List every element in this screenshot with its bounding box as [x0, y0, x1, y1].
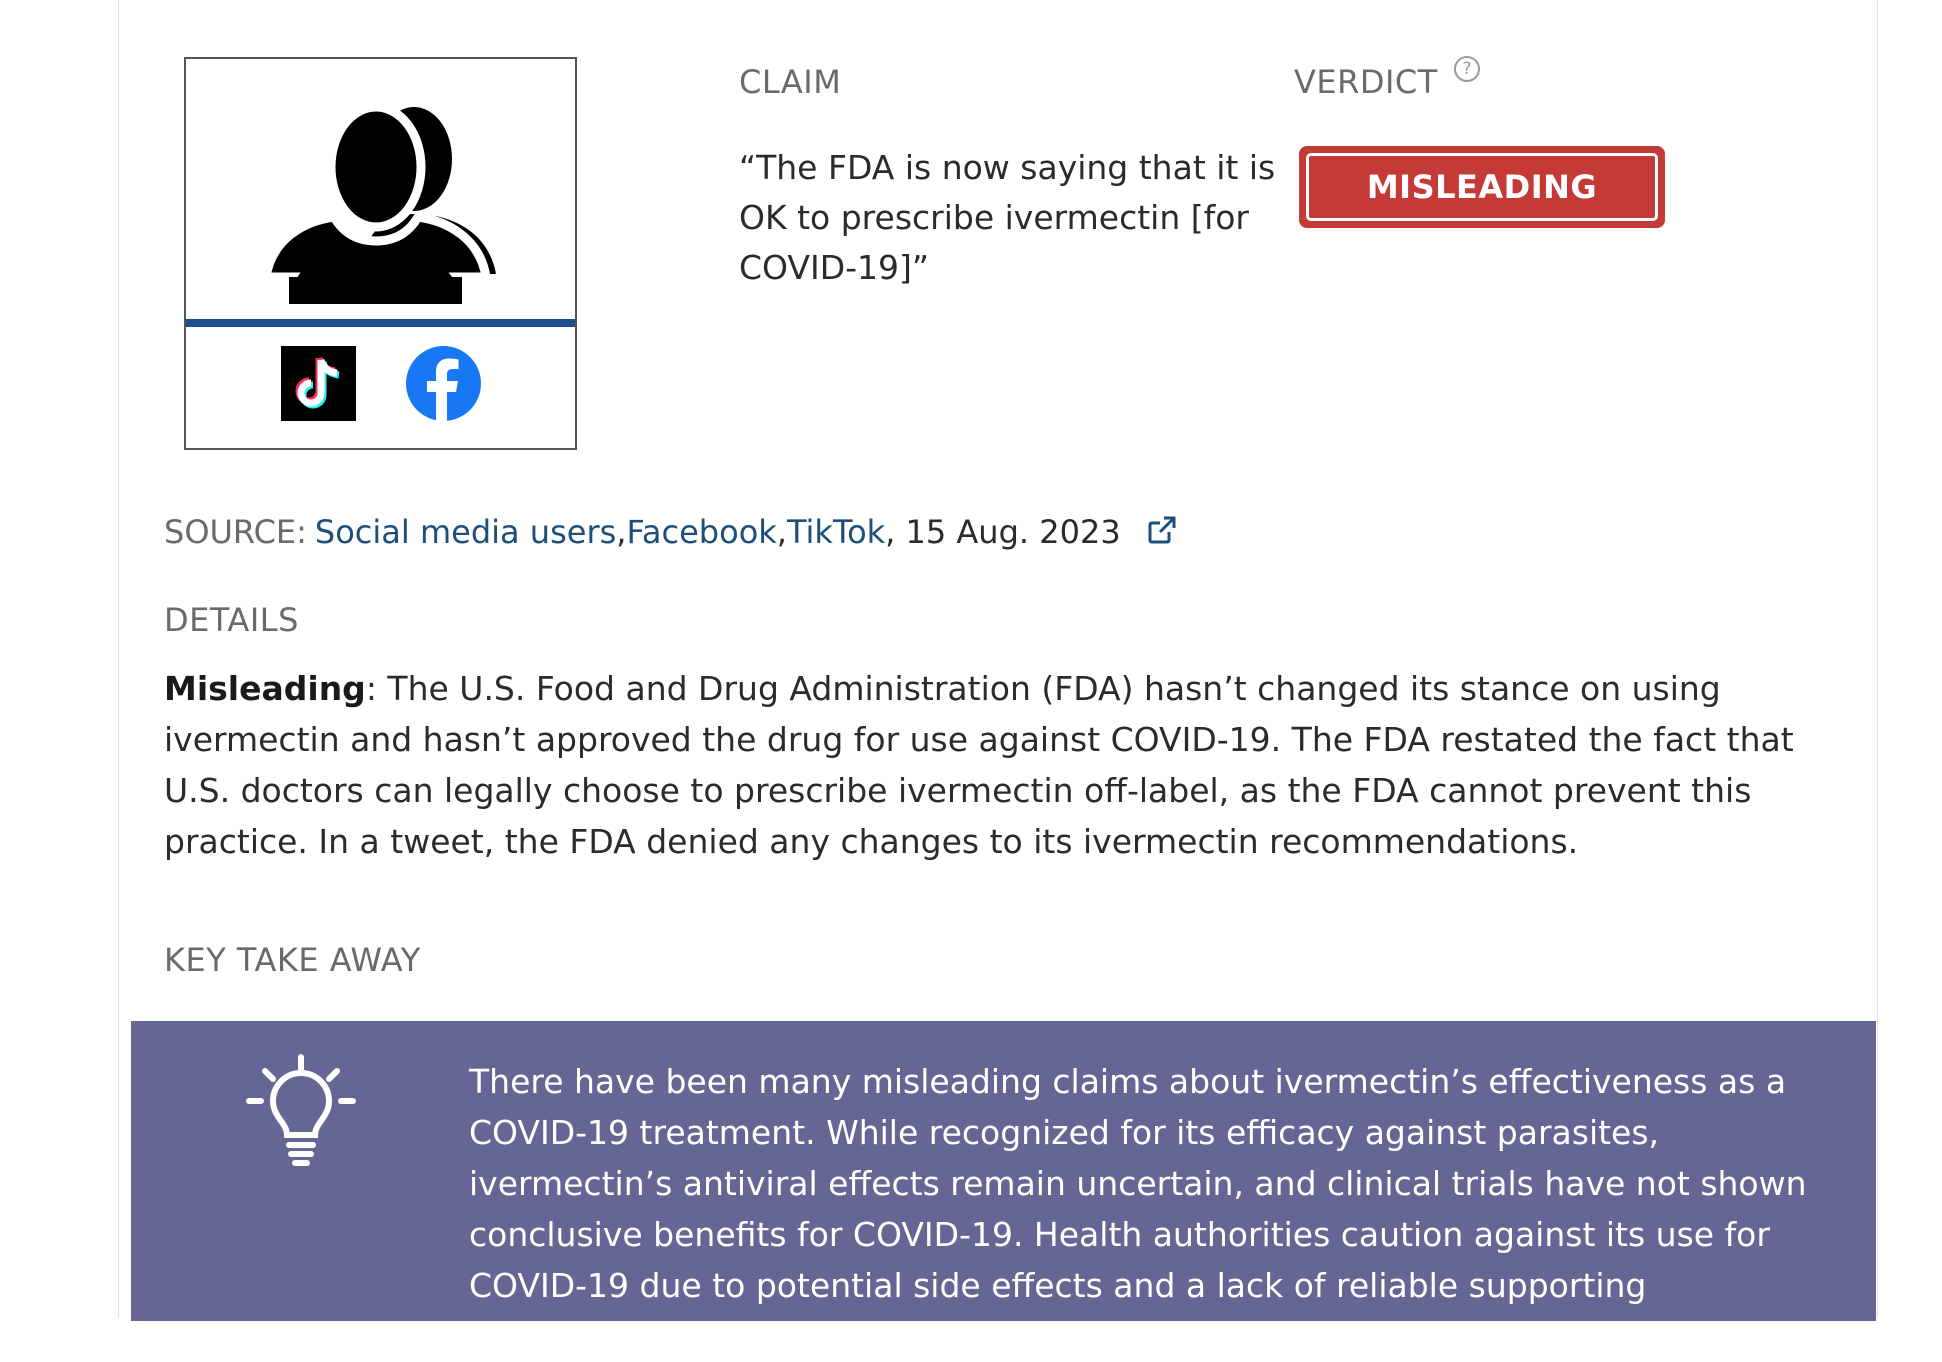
facebook-icon — [406, 346, 481, 421]
source-link-facebook[interactable]: Facebook — [626, 513, 777, 551]
help-icon[interactable]: ? — [1454, 56, 1480, 82]
details-lead: Misleading — [164, 669, 366, 708]
details-text — [164, 663, 1854, 867]
source-link-social-media-users[interactable]: Social media users — [314, 513, 617, 551]
takeaway-box — [131, 1021, 1876, 1356]
tiktok-icon — [281, 346, 356, 421]
claim-label: CLAIM — [739, 63, 842, 101]
source-label: SOURCE: — [164, 513, 307, 551]
verdict-value: MISLEADING — [1306, 153, 1658, 221]
platform-icons — [186, 346, 575, 422]
lightbulb-icon — [243, 1053, 359, 1169]
claimant-image — [184, 57, 577, 450]
verdict-label: VERDICT — [1294, 63, 1438, 101]
takeaway-label: KEY TAKE AWAY — [164, 941, 421, 979]
source-link-tiktok[interactable]: TikTok — [786, 513, 886, 551]
details-label: DETAILS — [164, 601, 299, 639]
people-group-icon — [264, 99, 504, 309]
source-separator: , — [776, 513, 787, 551]
claimant-divider — [186, 319, 575, 327]
details-body: : The U.S. Food and Drug Administration (FDA) hasn’t changed its stance on using ivermectin and hasn’t approved the drug for use against COVID-19. The FDA restated the fact that U.S. doctors can legally choose to prescribe ivermectin off-label, as the FDA cannot prevent this practice. In a tweet, the FDA denied any changes to its ivermectin recommendations. — [164, 669, 1794, 861]
claim-review-card — [118, 0, 1878, 1356]
source-date: , 15 Aug. 2023 — [885, 513, 1121, 551]
takeaway-text: There have been many misleading claims about ivermectin’s effectiveness as a COVID-19 treatment. While recognized for its efficacy against parasites, ivermectin’s antiviral effects remain uncertain, and clinical trials have not shown conclusive benefits for COVID-19. Health authorities caution against its use for COVID-19 due to potential side effects and a lack of reliable supporting evidence. — [469, 1062, 1807, 1356]
external-link-icon[interactable] — [1147, 515, 1177, 545]
claim-text: “The FDA is now saying that it is OK to prescribe ivermectin [for COVID-19]” — [739, 148, 1276, 287]
verdict-badge — [1299, 146, 1665, 228]
source-line — [164, 513, 1177, 551]
source-separator: , — [616, 513, 627, 551]
